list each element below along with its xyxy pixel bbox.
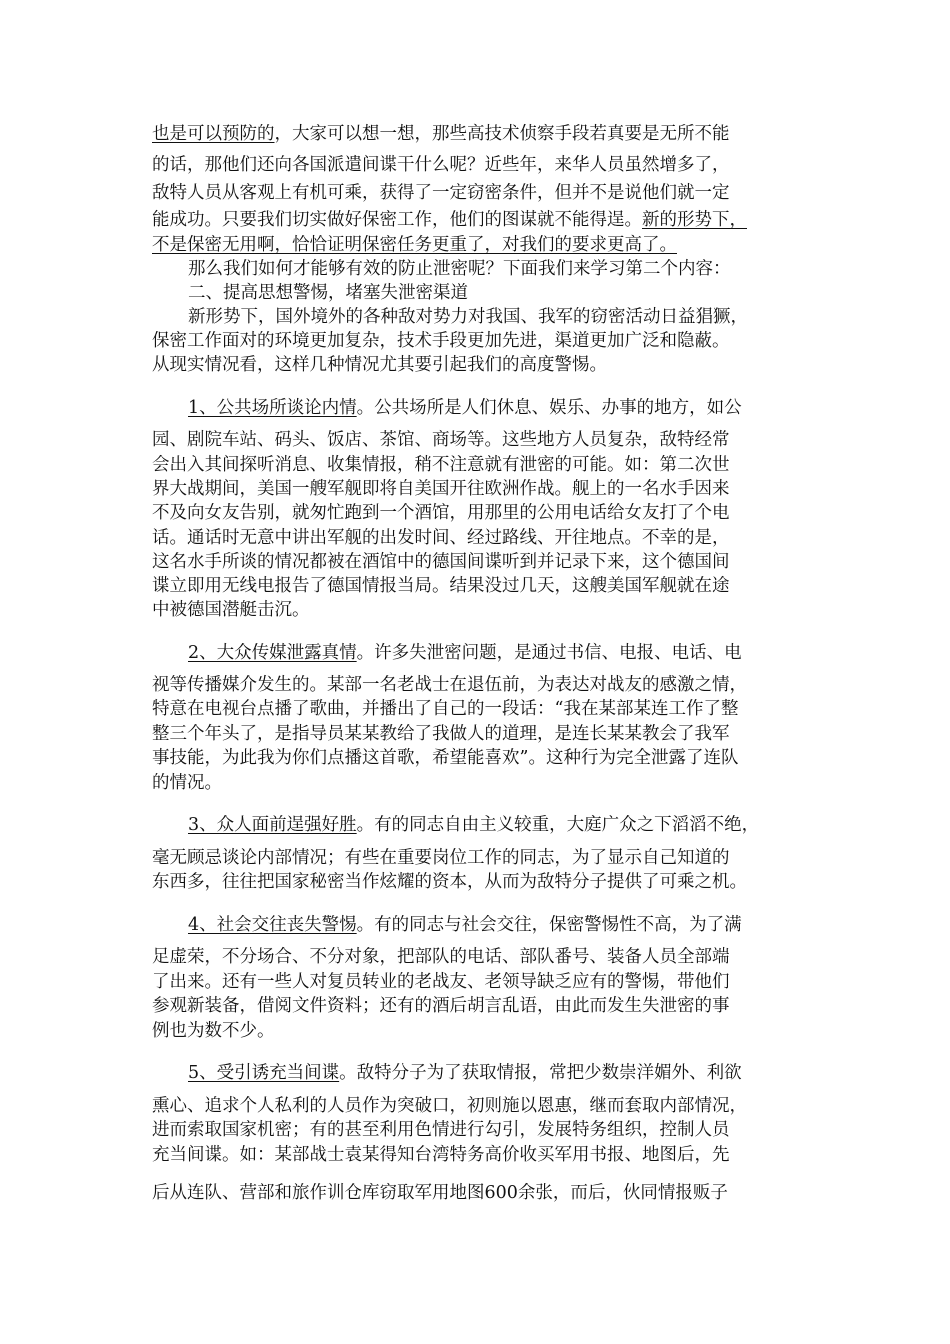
text-line: 话。通话时无意中讲出军舰的出发时间、经过路线、开往地点。不幸的是， (152, 528, 730, 548)
text-line: 保密工作面对的环境更加复杂，技术手段更加先进，渠道更加广泛和隐蔽。 (152, 331, 730, 351)
text-line: 特意在电视台点播了歌曲，并播出了自己的一段话：“我在某部某连工作了整 (152, 699, 739, 719)
text-line: 例也为数不少。 (152, 1021, 275, 1041)
text-line: 东西多，往往把国家秘密当作炫耀的资本，从而为敌特分子提供了可乘之机。 (152, 872, 747, 892)
text-line (152, 232, 812, 258)
text-line: 足虚荣，不分场合、不分对象，把部队的电话、部队番号、装备人员全部端 (152, 947, 730, 967)
text-line: 从现实情况看，这样几种情况尤其要引起我们的高度警惕。 (152, 355, 607, 375)
item-heading-line: 5、受引诱充当间谍。敌特分子为了获取情报，常把少数崇洋媚外、利欲 (188, 1063, 742, 1083)
text-line: 会出入其间探听消息、收集情报，稍不注意就有泄密的可能。如：第二次世 (152, 455, 730, 475)
text-line: 了出来。还有一些人对复员转业的老战友、老领导缺乏应有的警惕，带他们 (152, 972, 730, 992)
text-line: 谍立即用无线电报告了德国情报当局。结果没过几天，这艘美国军舰就在途 (152, 576, 730, 596)
section-heading: 二、提高思想警惕，堵塞失泄密渠道 (188, 283, 468, 303)
underlined-phrase: 4、社会交往丧失警惕 (188, 915, 357, 935)
underlined-phrase: 新的形势下， (642, 210, 747, 230)
text-line: 进而索取国家机密；有的甚至利用色情进行勾引，发展特务组织，控制人员 (152, 1120, 730, 1140)
text-line: 毫无顾忌谈论内部情况；有些在重要岗位工作的同志，为了显示自己知道的 (152, 848, 730, 868)
underlined-phrase: 3、众人面前逞强好胜 (188, 815, 357, 835)
text-line: 也是可以预防的，大家可以想一想，那些高技术侦察手段若真要是无所不能 (152, 124, 730, 144)
text-line: 新形势下，国外境外的各种敌对势力对我国、我军的窃密活动日益猖獗， (188, 307, 748, 327)
item-heading-line: 2、大众传媒泄露真情。许多失泄密问题，是通过书信、电报、电话、电 (188, 643, 742, 663)
text-line: 能成功。只要我们切实做好保密工作，他们的图谋就不能得逞。新的形势下， (152, 210, 747, 230)
text-line: 不及向女友告别，就匆忙跑到一个酒馆，用那里的公用电话给女友打了个电 (152, 503, 730, 523)
text-line: 这名水手所谈的情况都被在酒馆中的德国间谍听到并记录下来，这个德国间 (152, 552, 730, 572)
text-line: 的情况。 (152, 773, 222, 793)
underlined-phrase: 也是可以预防的 (152, 124, 275, 144)
text-line: 熏心、追求个人私利的人员作为突破口，初则施以恩惠，继而套取内部情况， (152, 1096, 747, 1116)
underlined-phrase: 2、大众传媒泄露真情 (188, 643, 357, 663)
text-line: 事技能，为此我为你们点播这首歌，希望能喜欢”。这种行为完全泄露了连队 (152, 748, 739, 768)
item-heading-line: 4、社会交往丧失警惕。有的同志与社会交往，保密警惕性不高，为了满 (188, 915, 742, 935)
text-line: 敌特人员从客观上有机可乘，获得了一定窃密条件，但并不是说他们就一定 (152, 183, 730, 203)
text-line: 的话，那他们还向各国派遣间谍干什么呢？近些年，来华人员虽然增多了， (152, 155, 730, 175)
underlined-phrase: 不是保密无用啊，恰恰证明保密任务更重了，对我们的要求更高了。 (152, 235, 677, 255)
text-line: 后从连队、营部和旅作训仓库窃取军用地图600余张，而后，伙同情报贩子 (152, 1183, 728, 1203)
text-line: 那么我们如何才能够有效的防止泄密呢？下面我们来学习第二个内容： (188, 259, 731, 279)
underlined-phrase: 5、受引诱充当间谍 (188, 1063, 340, 1083)
underlined-phrase: 1、公共场所谈论内情 (188, 398, 357, 418)
text-line: 参观新装备，借阅文件资料；还有的酒后胡言乱语，由此而发生失泄密的事 (152, 996, 730, 1016)
text-line: 中被德国潜艇击沉。 (152, 600, 310, 620)
text-line: 园、剧院车站、码头、饭店、茶馆、商场等。这些地方人员复杂，敌特经常 (152, 430, 730, 450)
item-heading-line: 3、众人面前逞强好胜。有的同志自由主义较重，大庭广众之下滔滔不绝， (188, 815, 760, 835)
text-line: 界大战期间，美国一艘军舰即将自美国开往欧洲作战。舰上的一名水手因来 (152, 479, 730, 499)
item-heading-line: 1、公共场所谈论内情。公共场所是人们休息、娱乐、办事的地方，如公 (188, 398, 742, 418)
text-line: 视等传播媒介发生的。某部一名老战士在退伍前，为表达对战友的感激之情， (152, 675, 747, 695)
text-line: 充当间谍。如：某部战士袁某得知台湾特务高价收买军用书报、地图后，先 (152, 1145, 730, 1165)
text-line: 整三个年头了，是指导员某某教给了我做人的道理，是连长某某教会了我军 (152, 724, 730, 744)
